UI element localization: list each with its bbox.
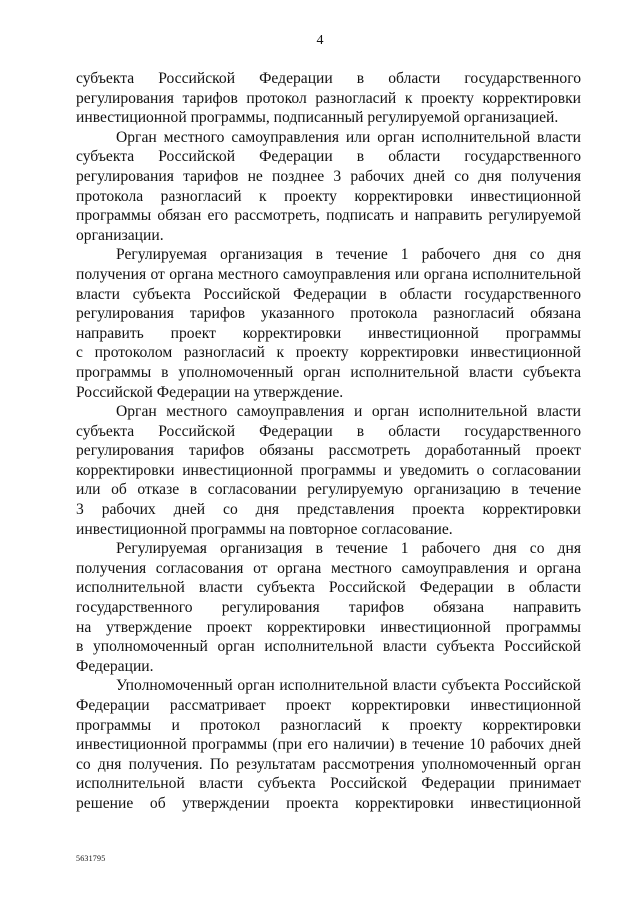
text-line: со дня получения. По результатам рассмотрения уполномоченный орган: [76, 755, 581, 773]
text-line: Регулируемая организация в течение 1 рабочего дня со дня: [116, 246, 581, 264]
text-line: Орган местного самоуправления или орган исполнительной власти: [116, 128, 581, 146]
text-line: инвестиционной программы (при его наличии) в течение 10 рабочих дней: [76, 736, 581, 754]
page-number: 4: [316, 33, 324, 48]
text-line: инвестиционной программы, подписанный регулируемой организацией.: [76, 109, 559, 127]
text-line: или об отказе в согласовании регулируемую организацию в течение: [76, 481, 581, 499]
text-line: регулирования тарифов не позднее 3 рабочих дней со дня получения: [76, 167, 581, 185]
text-line: корректировки инвестиционной программы и уведомить о согласовании: [76, 461, 581, 479]
text-line: с протоколом разногласий к проекту корректировки инвестиционной: [76, 344, 581, 362]
text-line: исполнительной власти субъекта Российской Федерации в области: [76, 579, 581, 597]
text-line: программы и протокол разногласий к проекту корректировки: [76, 716, 581, 734]
document-body: [76, 69, 581, 814]
text-line: Федерации.: [76, 657, 154, 675]
text-line: Регулируемая организация в течение 1 рабочего дня со дня: [116, 540, 581, 558]
text-line: 3 рабочих дней со дня представления проекта корректировки: [76, 501, 581, 519]
text-line: субъекта Российской Федерации в области государственного: [76, 70, 581, 87]
text-line: регулирования тарифов указанного протокола разногласий обязана: [76, 305, 581, 323]
text-line: получения от органа местного самоуправления или органа исполнительной: [76, 265, 581, 283]
text-line: государственного регулирования тарифов обязана направить: [76, 599, 581, 617]
document-id: 5631795: [76, 854, 106, 863]
text-line: регулирования тарифов обязаны рассмотреть доработанный проект: [76, 442, 581, 460]
text-line: Российской Федерации на утверждение.: [76, 383, 344, 401]
text-line: субъекта Российской Федерации в области государственного: [76, 422, 581, 440]
text-line: направить проект корректировки инвестиционной программы: [76, 324, 581, 342]
text-line: инвестиционной программы на повторное согласование.: [76, 520, 453, 538]
text-line: исполнительной власти субъекта Российской Федерации принимает: [76, 775, 581, 793]
text-line: получения согласования от органа местного самоуправления и органа: [76, 559, 581, 577]
text-line: программы обязан его рассмотреть, подписать и направить регулируемой: [76, 207, 581, 225]
text-line: Орган местного самоуправления и орган исполнительной власти: [116, 403, 581, 421]
text-line: власти субъекта Российской Федерации в области государственного: [76, 285, 581, 303]
text-line: на утверждение проект корректировки инвестиционной программы: [76, 618, 581, 636]
text-line: протокола разногласий к проекту корректировки инвестиционной: [76, 187, 581, 205]
text-line: организации.: [76, 226, 164, 244]
text-line: в уполномоченный орган исполнительной власти субъекта Российской: [76, 638, 581, 656]
text-line: регулирования тарифов протокол разногласий к проекту корректировки: [76, 89, 581, 107]
text-line: решение об утверждении проекта корректировки инвестиционной: [76, 794, 581, 812]
text-line: субъекта Российской Федерации в области государственного: [76, 148, 581, 166]
text-line: программы в уполномоченный орган исполнительной власти субъекта: [76, 363, 581, 381]
text-line: Уполномоченный орган исполнительной власти субъекта Российской: [116, 677, 581, 695]
text-line: Федерации рассматривает проект корректировки инвестиционной: [76, 697, 581, 714]
